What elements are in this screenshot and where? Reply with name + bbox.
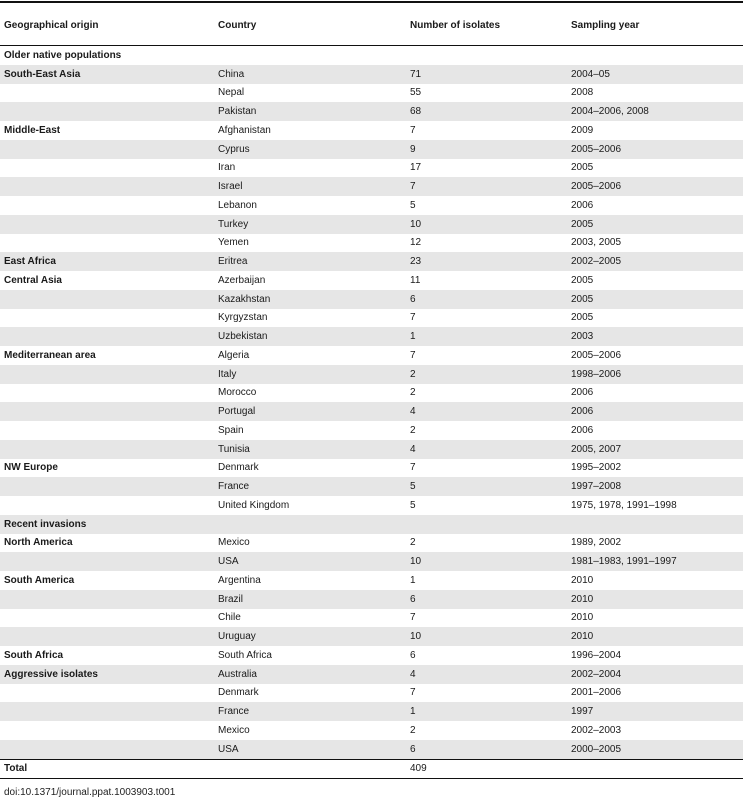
isolates-cell: 10 bbox=[406, 552, 567, 571]
country-cell bbox=[214, 46, 406, 65]
country-cell bbox=[214, 515, 406, 534]
table-body bbox=[0, 46, 743, 779]
doi-caption: doi:10.1371/journal.ppat.1003903.t001 bbox=[4, 787, 176, 798]
country-cell: Mexico bbox=[218, 537, 250, 549]
country-cell: Turkey bbox=[214, 215, 406, 234]
country-cell: Italy bbox=[214, 365, 406, 384]
country-cell: Uzbekistan bbox=[214, 327, 406, 346]
country-cell: Portugal bbox=[214, 402, 406, 421]
table-row bbox=[0, 365, 743, 384]
country-cell: Chile bbox=[218, 612, 241, 624]
year-cell: 2002–2004 bbox=[567, 665, 743, 684]
year-cell: 2003 bbox=[567, 327, 743, 346]
year-cell: 2006 bbox=[571, 424, 594, 436]
origin-cell bbox=[0, 234, 214, 253]
total-country bbox=[214, 759, 406, 778]
origin-cell bbox=[0, 496, 214, 515]
isolates-cell: 11 bbox=[410, 274, 421, 286]
header-number-of-isolates: Number of isolates bbox=[406, 3, 567, 46]
origin-cell bbox=[0, 440, 214, 459]
isolates-cell: 7 bbox=[410, 349, 416, 361]
year-cell: 2006 bbox=[571, 387, 594, 399]
year-cell: 1995–2002 bbox=[571, 462, 622, 474]
origin-cell bbox=[0, 159, 214, 178]
year-cell: 2004–2006, 2008 bbox=[567, 102, 743, 121]
country-cell: France bbox=[214, 702, 406, 721]
table-row bbox=[0, 290, 743, 309]
table-row bbox=[0, 740, 743, 759]
isolates-cell: 4 bbox=[406, 440, 567, 459]
country-cell: Tunisia bbox=[214, 440, 406, 459]
year-cell: 1975, 1978, 1991–1998 bbox=[571, 499, 677, 511]
table-row bbox=[0, 384, 743, 403]
origin-cell bbox=[0, 102, 214, 121]
section-row bbox=[0, 515, 743, 534]
isolates-cell: 7 bbox=[410, 612, 416, 624]
header-geographical-origin: Geographical origin bbox=[0, 3, 214, 46]
year-cell: 1989, 2002 bbox=[571, 537, 622, 549]
table-row bbox=[0, 440, 743, 459]
isolates-cell: 7 bbox=[410, 312, 416, 324]
isolates-cell: 2 bbox=[410, 387, 416, 399]
table-row bbox=[0, 215, 743, 234]
origin-cell bbox=[0, 552, 214, 571]
country-cell: Kyrgyzstan bbox=[218, 312, 268, 324]
origin-cell: South Africa bbox=[4, 649, 64, 661]
table-row bbox=[0, 609, 743, 628]
origin-cell bbox=[0, 215, 214, 234]
year-cell: 2005, 2007 bbox=[567, 440, 743, 459]
total-isolates: 409 bbox=[406, 759, 567, 778]
country-cell: Nepal bbox=[218, 87, 245, 99]
year-cell: 2005 bbox=[571, 274, 594, 286]
isolates-cell: 7 bbox=[410, 124, 416, 136]
country-cell: Israel bbox=[214, 177, 406, 196]
origin-cell: Central Asia bbox=[4, 274, 62, 286]
origin-cell bbox=[0, 309, 214, 328]
table-row bbox=[0, 84, 743, 103]
origin-cell bbox=[0, 196, 214, 215]
country-cell: Afghanistan bbox=[218, 124, 271, 136]
origin-cell: South-East Asia bbox=[0, 65, 214, 84]
section-row bbox=[0, 46, 743, 65]
country-cell: USA bbox=[214, 740, 406, 759]
isolates-cell: 2 bbox=[410, 537, 416, 549]
table-row bbox=[0, 590, 743, 609]
year-cell: 2005–2006 bbox=[567, 140, 743, 159]
origin-cell bbox=[0, 84, 214, 103]
origin-cell bbox=[0, 177, 214, 196]
table-row bbox=[0, 102, 743, 121]
table-row bbox=[0, 402, 743, 421]
table-row bbox=[0, 702, 743, 721]
table-row bbox=[0, 684, 743, 703]
table-row bbox=[0, 309, 743, 328]
year-cell: 2001–2006 bbox=[571, 687, 622, 699]
year-cell: 2005 bbox=[567, 215, 743, 234]
table-row bbox=[0, 496, 743, 515]
origin-cell bbox=[0, 721, 214, 740]
country-cell: USA bbox=[214, 552, 406, 571]
year-cell: 1997–2008 bbox=[567, 477, 743, 496]
isolates-cell: 71 bbox=[406, 65, 567, 84]
year-cell: 2010 bbox=[571, 574, 594, 586]
total-row bbox=[0, 759, 743, 778]
year-cell: 1996–2004 bbox=[571, 649, 622, 661]
year-cell: 2010 bbox=[567, 590, 743, 609]
isolates-cell: 7 bbox=[406, 177, 567, 196]
table-row bbox=[0, 646, 743, 665]
origin-cell bbox=[0, 402, 214, 421]
country-cell: Azerbaijan bbox=[218, 274, 266, 286]
table-row bbox=[0, 177, 743, 196]
table-row bbox=[0, 327, 743, 346]
year-cell: 2002–2005 bbox=[567, 252, 743, 271]
isolates-cell: 4 bbox=[406, 402, 567, 421]
table-row bbox=[0, 665, 743, 684]
table-row bbox=[0, 140, 743, 159]
table-row bbox=[0, 721, 743, 740]
origin-cell bbox=[0, 590, 214, 609]
country-cell: France bbox=[214, 477, 406, 496]
country-cell: Yemen bbox=[218, 237, 249, 249]
isolates-cell: 9 bbox=[406, 140, 567, 159]
isolates-cell: 55 bbox=[410, 87, 422, 99]
origin-cell bbox=[0, 684, 214, 703]
table-row bbox=[0, 252, 743, 271]
year-cell: 2010 bbox=[567, 627, 743, 646]
origin-cell bbox=[0, 327, 214, 346]
total-label: Total bbox=[0, 759, 214, 778]
isolates-cell: 12 bbox=[410, 237, 422, 249]
year-cell: 2000–2005 bbox=[567, 740, 743, 759]
isolates-cell: 5 bbox=[410, 199, 416, 211]
isolates-cell: 1 bbox=[406, 702, 567, 721]
isolates-cell: 4 bbox=[406, 665, 567, 684]
total-year bbox=[567, 759, 743, 778]
year-cell: 2009 bbox=[571, 124, 594, 136]
table-row bbox=[0, 552, 743, 571]
origin-cell: South America bbox=[4, 574, 75, 586]
table-row bbox=[0, 459, 743, 478]
origin-cell bbox=[0, 140, 214, 159]
isolates-cell: 6 bbox=[406, 290, 567, 309]
country-cell: Spain bbox=[218, 424, 244, 436]
country-cell: Australia bbox=[214, 665, 406, 684]
origin-cell: Mediterranean area bbox=[4, 349, 96, 361]
origin-cell bbox=[0, 421, 214, 440]
isolates-cell bbox=[406, 46, 567, 65]
origin-cell bbox=[0, 702, 214, 721]
country-cell: Denmark bbox=[218, 687, 259, 699]
year-cell bbox=[567, 46, 743, 65]
year-cell: 2004–05 bbox=[567, 65, 743, 84]
isolates-cell: 2 bbox=[406, 365, 567, 384]
isolates-cell: 68 bbox=[406, 102, 567, 121]
year-cell bbox=[567, 515, 743, 534]
origin-cell bbox=[0, 290, 214, 309]
year-cell: 2005 bbox=[571, 312, 594, 324]
isolates-table bbox=[0, 3, 743, 779]
country-cell: Mexico bbox=[218, 724, 250, 736]
table-row bbox=[0, 346, 743, 365]
isolates-cell: 2 bbox=[410, 724, 416, 736]
year-cell: 2008 bbox=[571, 87, 594, 99]
origin-cell: Middle-East bbox=[4, 124, 61, 136]
isolates-cell: 1 bbox=[406, 327, 567, 346]
isolates-cell: 5 bbox=[410, 499, 416, 511]
year-cell: 1997 bbox=[567, 702, 743, 721]
origin-cell: Recent invasions bbox=[0, 515, 214, 534]
isolates-cell: 5 bbox=[406, 477, 567, 496]
table-row bbox=[0, 196, 743, 215]
origin-cell bbox=[0, 627, 214, 646]
isolates-cell: 6 bbox=[406, 740, 567, 759]
year-cell: 2005 bbox=[571, 162, 594, 174]
year-cell: 2006 bbox=[567, 402, 743, 421]
origin-cell bbox=[0, 609, 214, 628]
isolates-cell bbox=[406, 515, 567, 534]
year-cell: 2005 bbox=[567, 290, 743, 309]
table-row bbox=[0, 65, 743, 84]
country-cell: Brazil bbox=[214, 590, 406, 609]
origin-cell: East Africa bbox=[0, 252, 214, 271]
origin-cell: NW Europe bbox=[4, 462, 58, 474]
origin-cell bbox=[0, 365, 214, 384]
country-cell: Pakistan bbox=[214, 102, 406, 121]
isolates-cell: 7 bbox=[410, 687, 416, 699]
header-country: Country bbox=[214, 3, 406, 46]
isolates-cell: 7 bbox=[410, 462, 416, 474]
country-cell: China bbox=[214, 65, 406, 84]
header-sampling-year: Sampling year bbox=[567, 3, 743, 46]
country-cell: Argentina bbox=[218, 574, 261, 586]
header-row bbox=[0, 3, 743, 46]
table-row bbox=[0, 627, 743, 646]
table-row bbox=[0, 159, 743, 178]
country-cell: United Kingdom bbox=[218, 499, 290, 511]
country-cell: Uruguay bbox=[214, 627, 406, 646]
table-row bbox=[0, 121, 743, 140]
isolates-cell: 23 bbox=[406, 252, 567, 271]
table-row bbox=[0, 477, 743, 496]
isolates-cell: 10 bbox=[406, 215, 567, 234]
country-cell: Denmark bbox=[218, 462, 259, 474]
country-cell: Algeria bbox=[218, 349, 250, 361]
year-cell: 2006 bbox=[571, 199, 594, 211]
table-row bbox=[0, 421, 743, 440]
table-row bbox=[0, 534, 743, 553]
isolates-cell: 6 bbox=[410, 649, 416, 661]
country-cell: Eritrea bbox=[214, 252, 406, 271]
origin-cell: Older native populations bbox=[4, 49, 122, 61]
country-cell: Kazakhstan bbox=[214, 290, 406, 309]
origin-cell bbox=[0, 477, 214, 496]
isolates-cell: 6 bbox=[406, 590, 567, 609]
table-row bbox=[0, 271, 743, 290]
origin-cell bbox=[0, 740, 214, 759]
origin-cell: North America bbox=[4, 537, 73, 549]
year-cell: 2010 bbox=[571, 612, 594, 624]
isolates-cell: 1 bbox=[410, 574, 416, 586]
country-cell: South Africa bbox=[218, 649, 272, 661]
isolates-cell: 2 bbox=[410, 424, 416, 436]
country-cell: Morocco bbox=[218, 387, 257, 399]
isolates-cell: 10 bbox=[406, 627, 567, 646]
isolates-cell: 17 bbox=[410, 162, 422, 174]
year-cell: 1981–1983, 1991–1997 bbox=[567, 552, 743, 571]
year-cell: 2005–2006 bbox=[571, 349, 622, 361]
year-cell: 2002–2003 bbox=[571, 724, 622, 736]
origin-cell: Aggressive isolates bbox=[0, 665, 214, 684]
year-cell: 2005–2006 bbox=[567, 177, 743, 196]
table-row bbox=[0, 571, 743, 590]
year-cell: 2003, 2005 bbox=[571, 237, 622, 249]
country-cell: Iran bbox=[218, 162, 236, 174]
origin-cell bbox=[0, 384, 214, 403]
country-cell: Cyprus bbox=[214, 140, 406, 159]
table-row bbox=[0, 234, 743, 253]
country-cell: Lebanon bbox=[218, 199, 257, 211]
year-cell: 1998–2006 bbox=[567, 365, 743, 384]
